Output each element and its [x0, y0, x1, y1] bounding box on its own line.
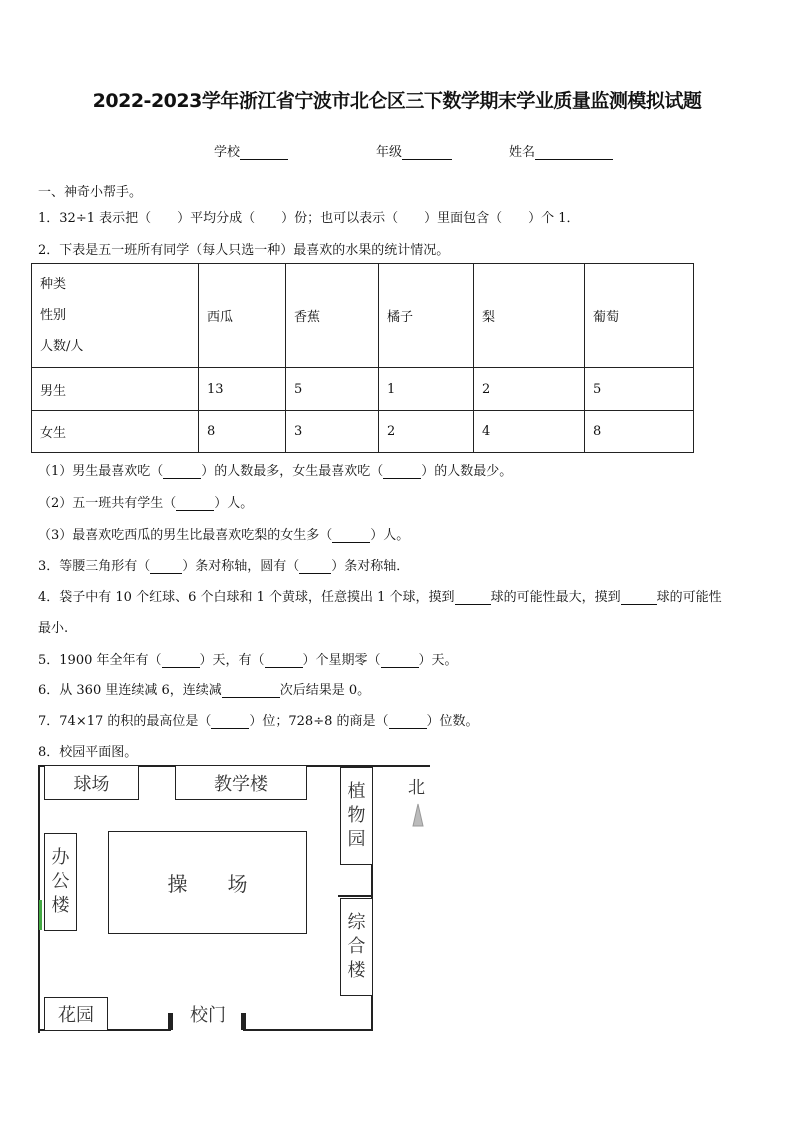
table-cell: 4	[474, 411, 585, 453]
plant-char-3: 园	[347, 829, 366, 850]
table-cell: 13	[199, 368, 286, 411]
fruit-stats-table	[31, 263, 694, 453]
answer-blank[interactable]	[455, 591, 491, 605]
botanical-garden	[340, 767, 373, 865]
grade-field	[376, 141, 452, 160]
office-char-2: 公	[51, 871, 70, 892]
complex-char-1: 综	[347, 912, 366, 933]
table-cell: 5	[585, 368, 694, 411]
header-line-category: 种类	[40, 277, 67, 292]
q2-3-text-a: （3）最喜欢吃西瓜的男生比最喜欢吃梨的女生多（	[38, 528, 333, 543]
section-heading: 一、神奇小帮手。	[38, 185, 143, 200]
answer-blank[interactable]	[383, 465, 421, 479]
answer-blank[interactable]	[162, 654, 200, 668]
q7-text-b: ）位；728÷8 的商是（	[249, 714, 389, 729]
row-label: 男生	[32, 368, 199, 411]
question-8: 8．校园平面图。	[38, 745, 138, 760]
header-line-gender: 性别	[40, 308, 67, 323]
q7-text-a: 7．74×17 的积的最高位是（	[38, 714, 212, 729]
table-cell: 1	[379, 368, 474, 411]
answer-blank[interactable]	[211, 715, 249, 729]
q6-text-a: 6．从 360 里连续减 6，连续减	[38, 683, 222, 698]
question-5	[38, 649, 458, 668]
table-header-cell: 橘子	[379, 264, 474, 368]
table-row	[32, 411, 694, 453]
answer-blank[interactable]	[621, 591, 657, 605]
answer-blank[interactable]	[150, 560, 182, 574]
table-header-cell: 西瓜	[199, 264, 286, 368]
school-field	[214, 141, 288, 160]
office-char-3: 楼	[51, 895, 70, 916]
q2-1-text-c: ）的人数最少。	[421, 464, 513, 479]
answer-blank[interactable]	[332, 529, 370, 543]
answer-blank[interactable]	[222, 684, 280, 698]
question-4	[38, 586, 722, 605]
answer-blank[interactable]	[176, 497, 214, 511]
table-cell: 3	[286, 411, 379, 453]
q6-text-b: 次后结果是 0。	[279, 683, 371, 698]
q2-1-text-b: ）的人数最多，女生最喜欢吃（	[201, 464, 384, 479]
playground: 操 场	[108, 831, 307, 934]
answer-blank[interactable]	[389, 715, 427, 729]
q7-text-c: ）位数。	[426, 714, 479, 729]
office-building	[44, 833, 77, 931]
name-blank[interactable]	[535, 146, 613, 160]
q4-text-b: 球的可能性最大，摸到	[490, 590, 621, 605]
question-7	[38, 710, 479, 729]
school-gate: 校门	[190, 1005, 226, 1026]
gate-post-right	[241, 1013, 246, 1030]
table-header-cell: 香蕉	[286, 264, 379, 368]
north-arrow-icon	[412, 803, 424, 827]
plant-char-2: 物	[347, 805, 366, 826]
ball-court: 球场	[44, 765, 139, 800]
school-blank[interactable]	[240, 146, 288, 160]
q4-text-c: 球的可能性	[656, 590, 722, 605]
table-row	[32, 368, 694, 411]
office-char-1: 办	[51, 847, 70, 868]
table-corner-cell	[32, 264, 199, 368]
green-marker	[39, 900, 42, 930]
name-field	[509, 141, 613, 160]
question-4-continued: 最小.	[38, 621, 69, 636]
garden: 花园	[44, 997, 108, 1031]
q2-1-text-a: （1）男生最喜欢吃（	[38, 464, 164, 479]
complex-building	[340, 898, 373, 996]
grade-label: 年级	[376, 145, 403, 160]
question-3	[38, 555, 409, 574]
row-label: 女生	[32, 411, 199, 453]
q2-3-text-b: ）人。	[370, 528, 410, 543]
question-2-3	[38, 524, 409, 543]
north-label: 北	[408, 778, 425, 798]
complex-char-3: 楼	[347, 960, 366, 981]
q5-text-c: ）个星期零（	[302, 653, 381, 668]
q4-text-a: 4．袋子中有 10 个红球、6 个白球和 1 个黄球，任意摸出 1 个球，摸到	[38, 590, 455, 605]
q3-text-c: ）条对称轴．	[331, 559, 410, 574]
q3-text-b: ）条对称轴，圆有（	[182, 559, 300, 574]
campus-map	[38, 765, 438, 1037]
table-cell: 5	[286, 368, 379, 411]
q5-text-b: ）天，有（	[199, 653, 265, 668]
table-cell: 2	[474, 368, 585, 411]
plant-char-1: 植	[347, 781, 366, 802]
question-6	[38, 679, 370, 698]
name-label: 姓名	[509, 145, 536, 160]
teaching-building: 教学楼	[175, 765, 307, 800]
complex-char-2: 合	[347, 936, 366, 957]
table-cell: 8	[585, 411, 694, 453]
map-wall-left	[38, 765, 40, 1033]
answer-blank[interactable]	[265, 654, 303, 668]
table-cell: 8	[199, 411, 286, 453]
q2-2-text-b: ）人。	[214, 496, 254, 511]
header-line-count: 人数/人	[40, 339, 84, 354]
grade-blank[interactable]	[402, 146, 452, 160]
q2-2-text-a: （2）五一班共有学生（	[38, 496, 177, 511]
answer-blank[interactable]	[299, 560, 331, 574]
answer-blank[interactable]	[163, 465, 201, 479]
answer-blank[interactable]	[381, 654, 419, 668]
gate-post-left	[168, 1013, 173, 1030]
question-1: 1．32÷1 表示把（ ）平均分成（ ）份；也可以表示（ ）里面包含（ ）个 1．	[38, 211, 580, 226]
school-label: 学校	[214, 145, 241, 160]
question-2-1	[38, 460, 512, 479]
page-title: 2022-2023学年浙江省宁波市北仑区三下数学期末学业质量监测模拟试题	[92, 90, 702, 112]
question-2: 2．下表是五一班所有同学（每人只选一种）最喜欢的水果的统计情况。	[38, 243, 450, 258]
q3-text-a: 3．等腰三角形有（	[38, 559, 151, 574]
question-2-2	[38, 492, 253, 511]
table-header-cell: 葡萄	[585, 264, 694, 368]
table-header-row	[32, 264, 694, 368]
map-wall-bottom-right	[243, 1029, 373, 1031]
q5-text-a: 5．1900 年全年有（	[38, 653, 162, 668]
table-cell: 2	[379, 411, 474, 453]
map-divider	[338, 895, 373, 897]
q5-text-d: ）天。	[418, 653, 458, 668]
table-header-cell: 梨	[474, 264, 585, 368]
